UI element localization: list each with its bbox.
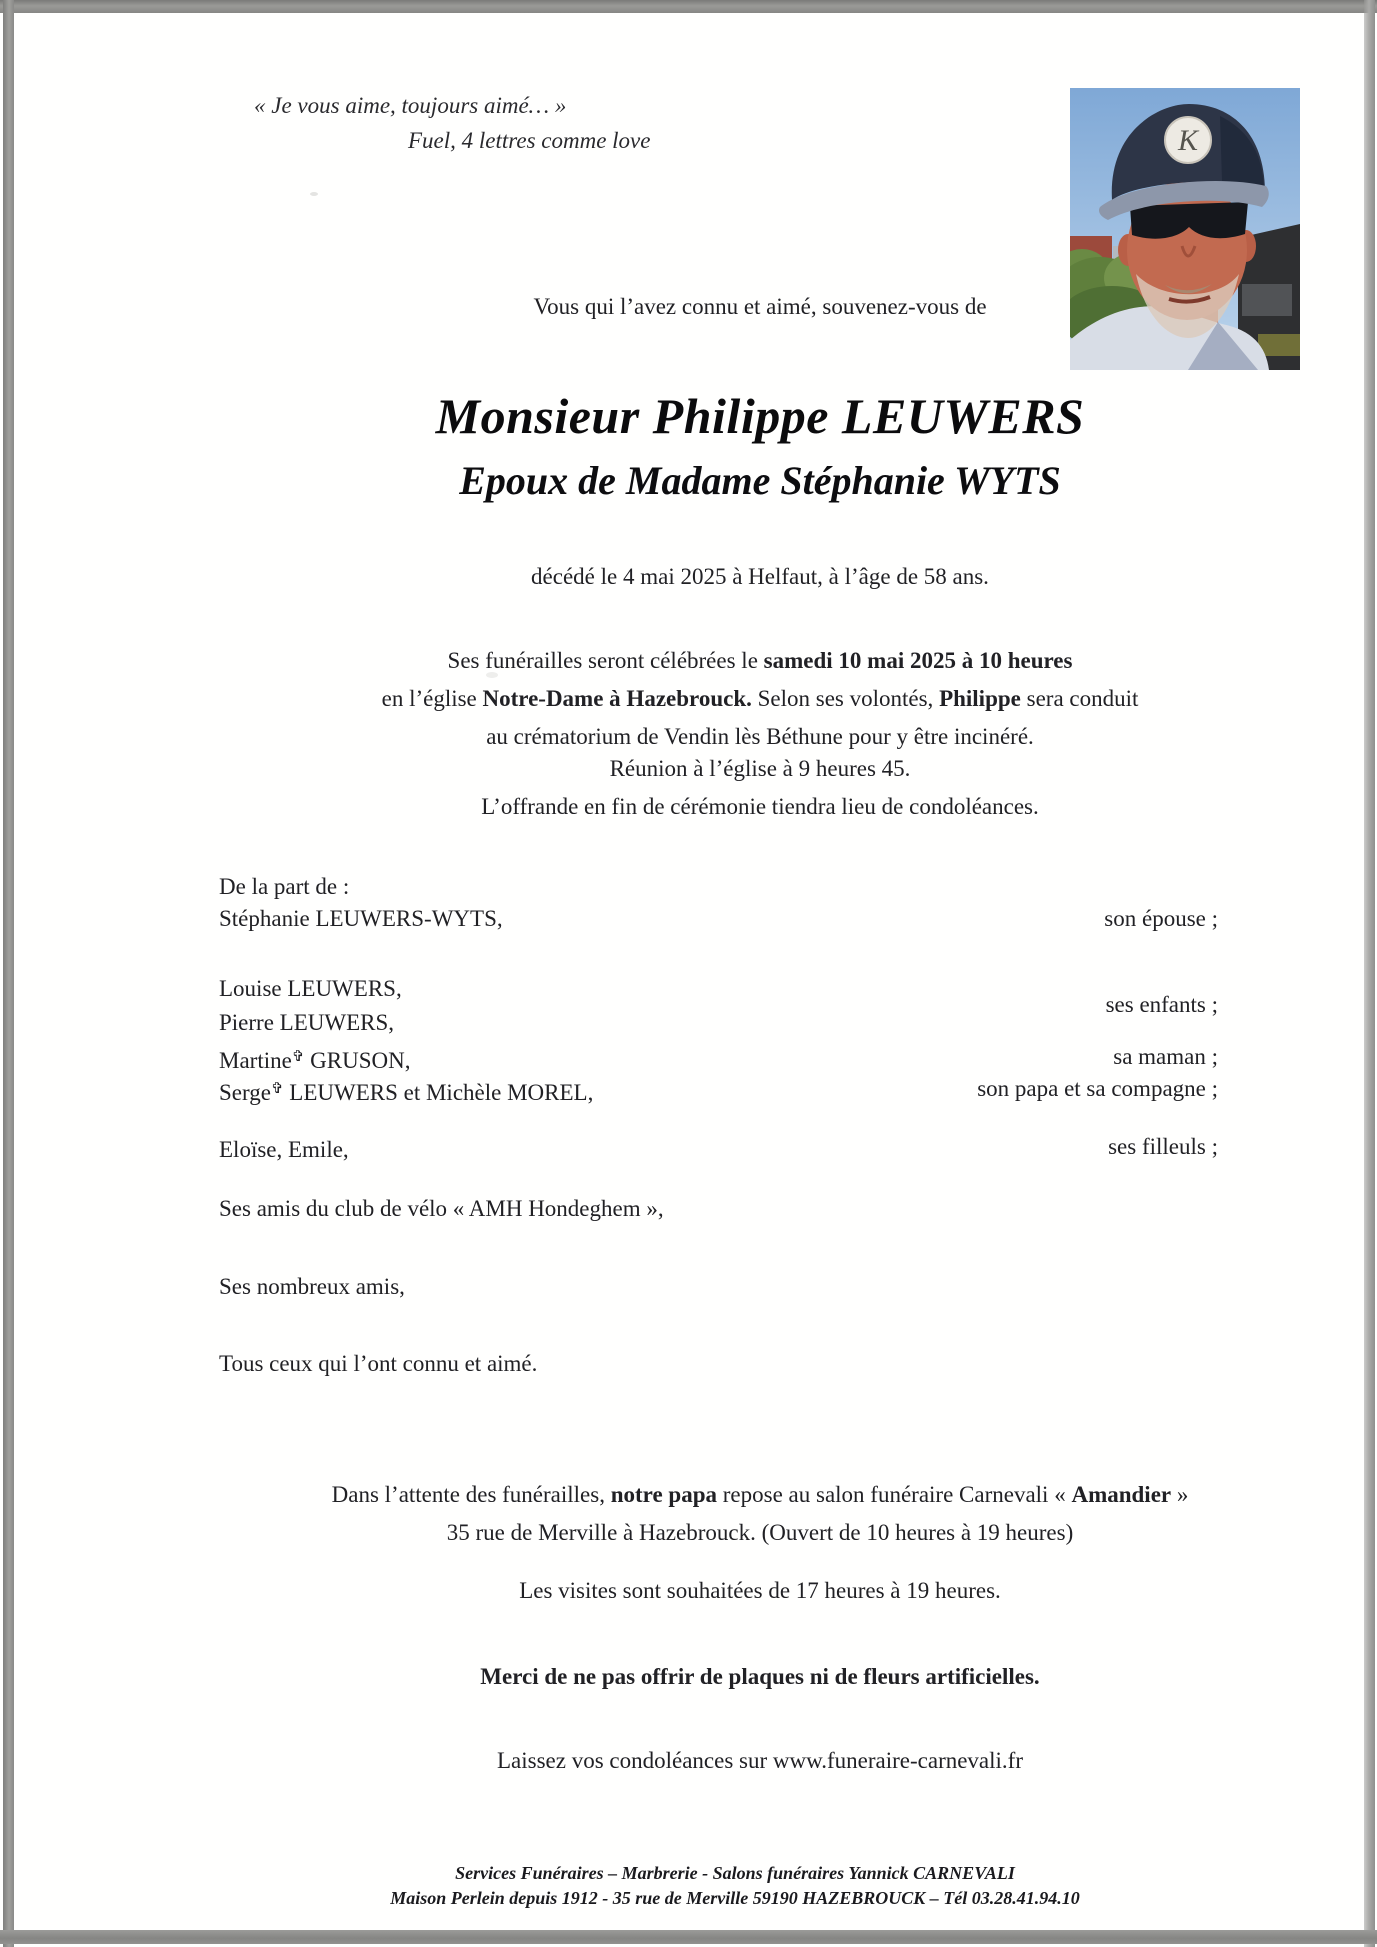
repose-line-1 [141,1476,1377,1514]
repose-paragraph [141,1476,1377,1552]
offering-line: L’offrande en fin de cérémonie tiendra lieu de condoléances. [481,794,1039,819]
repose-salon-bold: Amandier [1071,1482,1172,1507]
scan-border-top [0,0,1377,13]
member-name-text: Serge [219,1080,271,1105]
repose-line-2: 35 rue de Merville à Hazebrouck. (Ouvert de 10 heures à 19 heures) [446,1520,1074,1545]
family-member-name [219,900,503,938]
meeting-line: Réunion à l’église à 9 heures 45. [609,756,911,781]
family-relation: ses enfants ; [1105,992,1218,1017]
friends-club-line: Ses amis du club de vélo « AMH Hondeghem », [219,1196,664,1221]
friends-line: Ses nombreux amis, [219,1274,405,1299]
ceremony-line-2-text2: Selon ses volontés, [751,686,940,711]
family-member-name [219,1131,349,1169]
family-heading: De la part de : [219,874,350,899]
ceremony-date-bold: samedi 10 mai 2025 à 10 heures [763,648,1073,673]
repose-text-1: Dans l’attente des funérailles, [331,1482,611,1507]
scan-artifact [310,192,318,196]
intro-line: Vous qui l’avez connu et aimé, souvenez-vous de [533,294,987,319]
ceremony-line-2-text3: sera conduit [1020,686,1139,711]
condolences-website-line: Laissez vos condoléances sur www.funeraire-carnevali.fr [497,1748,1023,1773]
footer-line-1: Services Funéraires – Marbrerie - Salons funéraires Yannick CARNEVALI [455,1863,1015,1883]
family-member-name [219,970,402,1008]
portrait-photo [1070,88,1300,370]
deceased-name: Monsieur Philippe LEUWERS [435,388,1085,444]
ceremony-firstname-bold: Philippe [939,686,1021,711]
member-name-text: Stéphanie LEUWERS-WYTS, [219,906,503,931]
member-name-text: Pierre LEUWERS, [219,1010,395,1035]
ceremony-paragraph [141,642,1377,756]
ceremony-line-1 [141,642,1377,680]
cross-icon: ✞ [270,1081,284,1097]
all-who-knew-line: Tous ceux qui l’ont connu et aimé. [219,1351,538,1376]
quote-line-1: « Je vous aime, toujours aimé… » [254,93,567,118]
member-name-text: Martine [219,1048,292,1073]
family-relation: ses filleuls ; [1108,1134,1218,1159]
family-member-name [219,1004,394,1042]
ceremony-church-bold: Notre-Dame à Hazebrouck. [482,686,752,711]
death-line: décédé le 4 mai 2025 à Helfaut, à l’âge de 58 ans. [531,564,989,589]
scan-border-bottom [0,1930,1377,1944]
ceremony-line-2 [141,680,1377,718]
family-member-name [219,1070,593,1112]
quote-attribution: Fuel, 4 lettres comme love [408,128,651,153]
family-relation: sa maman ; [1113,1044,1218,1069]
memorial-quote [254,88,650,158]
member-name-text: Louise LEUWERS, [219,976,402,1001]
member-name-text: Eloïse, Emile, [219,1137,349,1162]
repose-text-3: » [1171,1482,1189,1507]
cross-icon: ✞ [291,1049,305,1065]
ceremony-line-2-text: en l’église [381,686,483,711]
spouse-line: Epoux de Madame Stéphanie WYTS [459,458,1061,503]
family-relation: son papa et sa compagne ; [977,1076,1218,1101]
repose-papa-bold: notre papa [610,1482,718,1507]
footer-line-2: Maison Perlein depuis 1912 - 35 rue de Merville 59190 HAZEBROUCK – Tél 03.28.41.94.10 [390,1888,1080,1908]
cap-logo-letter: K [1177,124,1199,157]
family-relation: son épouse ; [1104,906,1218,931]
scan-border-left [3,0,14,1947]
member-name-text-2: LEUWERS et Michèle MOREL, [283,1080,594,1105]
repose-text-2: repose au salon funéraire Carnevali « [717,1482,1072,1507]
member-name-text-2: GRUSON, [304,1048,411,1073]
ceremony-line-3: au crématorium de Vendin lès Béthune pour y être incinéré. [486,724,1034,749]
ceremony-line-1-text: Ses funérailles seront célébrées le [447,648,764,673]
visits-line: Les visites sont souhaitées de 17 heures à 19 heures. [519,1578,1001,1603]
funeral-home-footer [100,1861,1370,1911]
no-flowers-line: Merci de ne pas offrir de plaques ni de fleurs artificielles. [480,1664,1040,1689]
